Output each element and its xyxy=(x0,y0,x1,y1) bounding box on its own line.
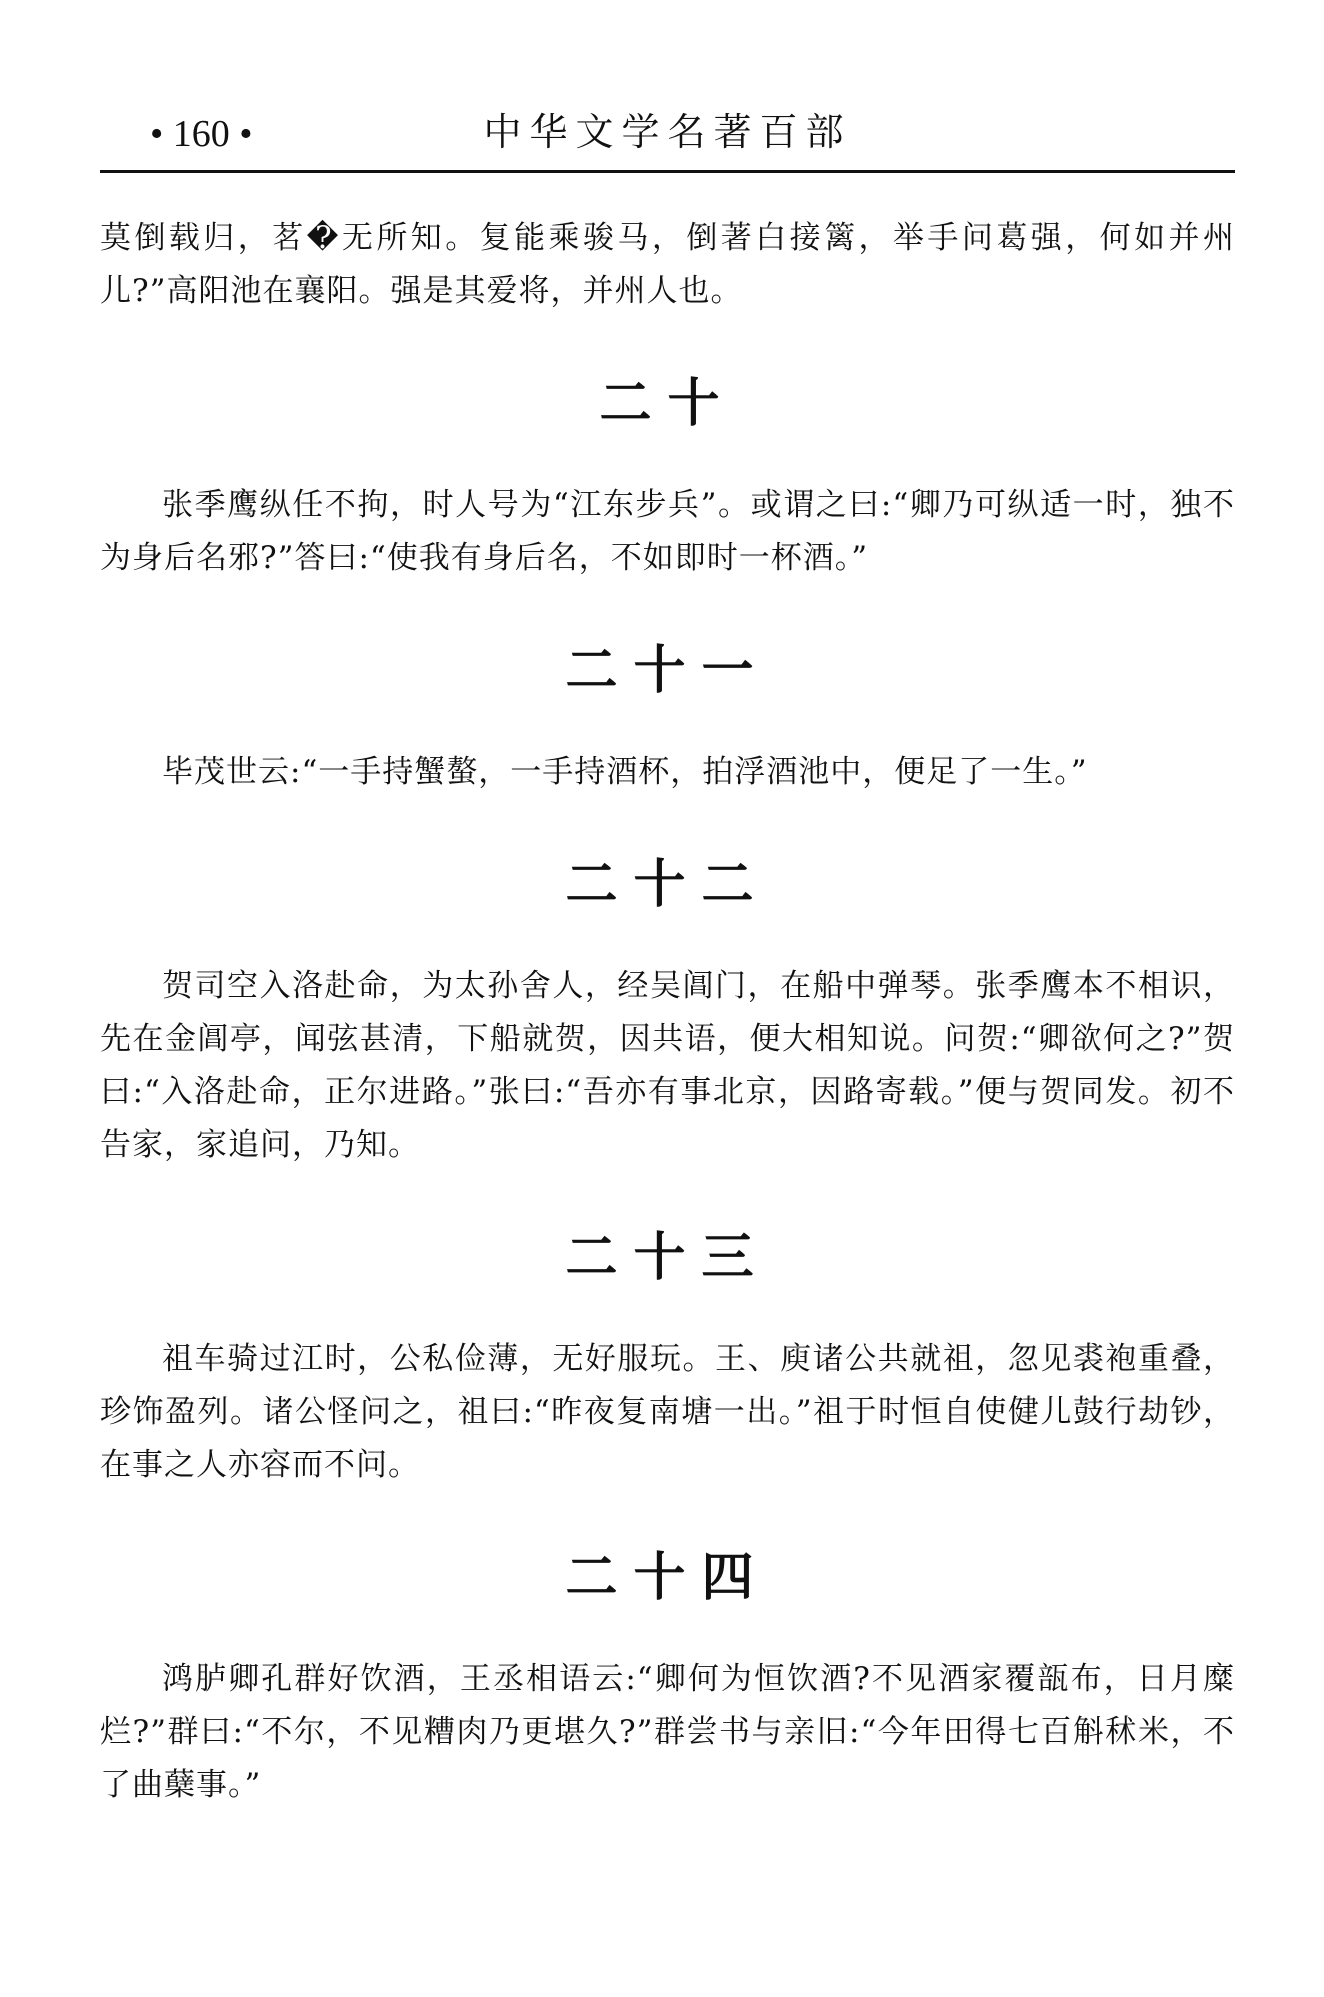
section-paragraph-24: 鸿胪卿孔群好饮酒，王丞相语云:“卿何为恒饮酒?不见酒家覆瓿布，日月糜烂?”群曰:“不尔，不见糟肉乃更堪久?”群尝书与亲旧:“今年田得七百斛秫米，不了曲蘖事。” xyxy=(100,1661,1235,1803)
section-paragraph-23: 祖车骑过江时，公私俭薄，无好服玩。王、庾诸公共就祖，忽见裘袍重叠，珍饰盈列。诸公怪问之，祖曰:“昨夜复南塘一出。”祖于时恒自使健儿鼓行劫钞，在事之人亦容而不问。 xyxy=(100,1341,1235,1483)
header-rule xyxy=(100,170,1235,173)
section-heading-21: 二十一 xyxy=(565,641,770,701)
section-paragraph-22: 贺司空入洛赴命，为太孙舍人，经吴阊门，在船中弹琴。张季鹰本不相识，先在金阊亭，闻弦甚清，下船就贺，因共语，便大相知说。问贺:“卿欲何之?”贺曰:“入洛赴命，正尔进路。”张曰:“吾亦有事北京，因路寄载。”便与贺同发。初不告家，家追问，乃知。 xyxy=(100,968,1235,1163)
page-header xyxy=(100,108,1235,168)
page-number: • 160 • xyxy=(150,113,253,155)
section-heading-23: 二十三 xyxy=(565,1228,770,1288)
section-heading-22: 二十二 xyxy=(565,855,770,915)
book-title: 中华文学名著百部 xyxy=(483,110,852,154)
section-heading-24: 二十四 xyxy=(565,1548,770,1608)
continued-paragraph: 莫倒载归，茗�无所知。复能乘骏马，倒著白接篱，举手问葛强，何如并州儿?”高阳池在襄阳。强是其爱将，并州人也。 xyxy=(100,220,1235,309)
section-paragraph-21: 毕茂世云:“一手持蟹螯，一手持酒杯，拍浮酒池中，便足了一生。” xyxy=(162,754,1088,790)
section-paragraph-20: 张季鹰纵任不拘，时人号为“江东步兵”。或谓之曰:“卿乃可纵适一时，独不为身后名邪?”答曰:“使我有身后名，不如即时一杯酒。” xyxy=(100,487,1235,576)
page-content xyxy=(100,212,1235,1812)
section-heading-20: 二十 xyxy=(599,374,736,434)
